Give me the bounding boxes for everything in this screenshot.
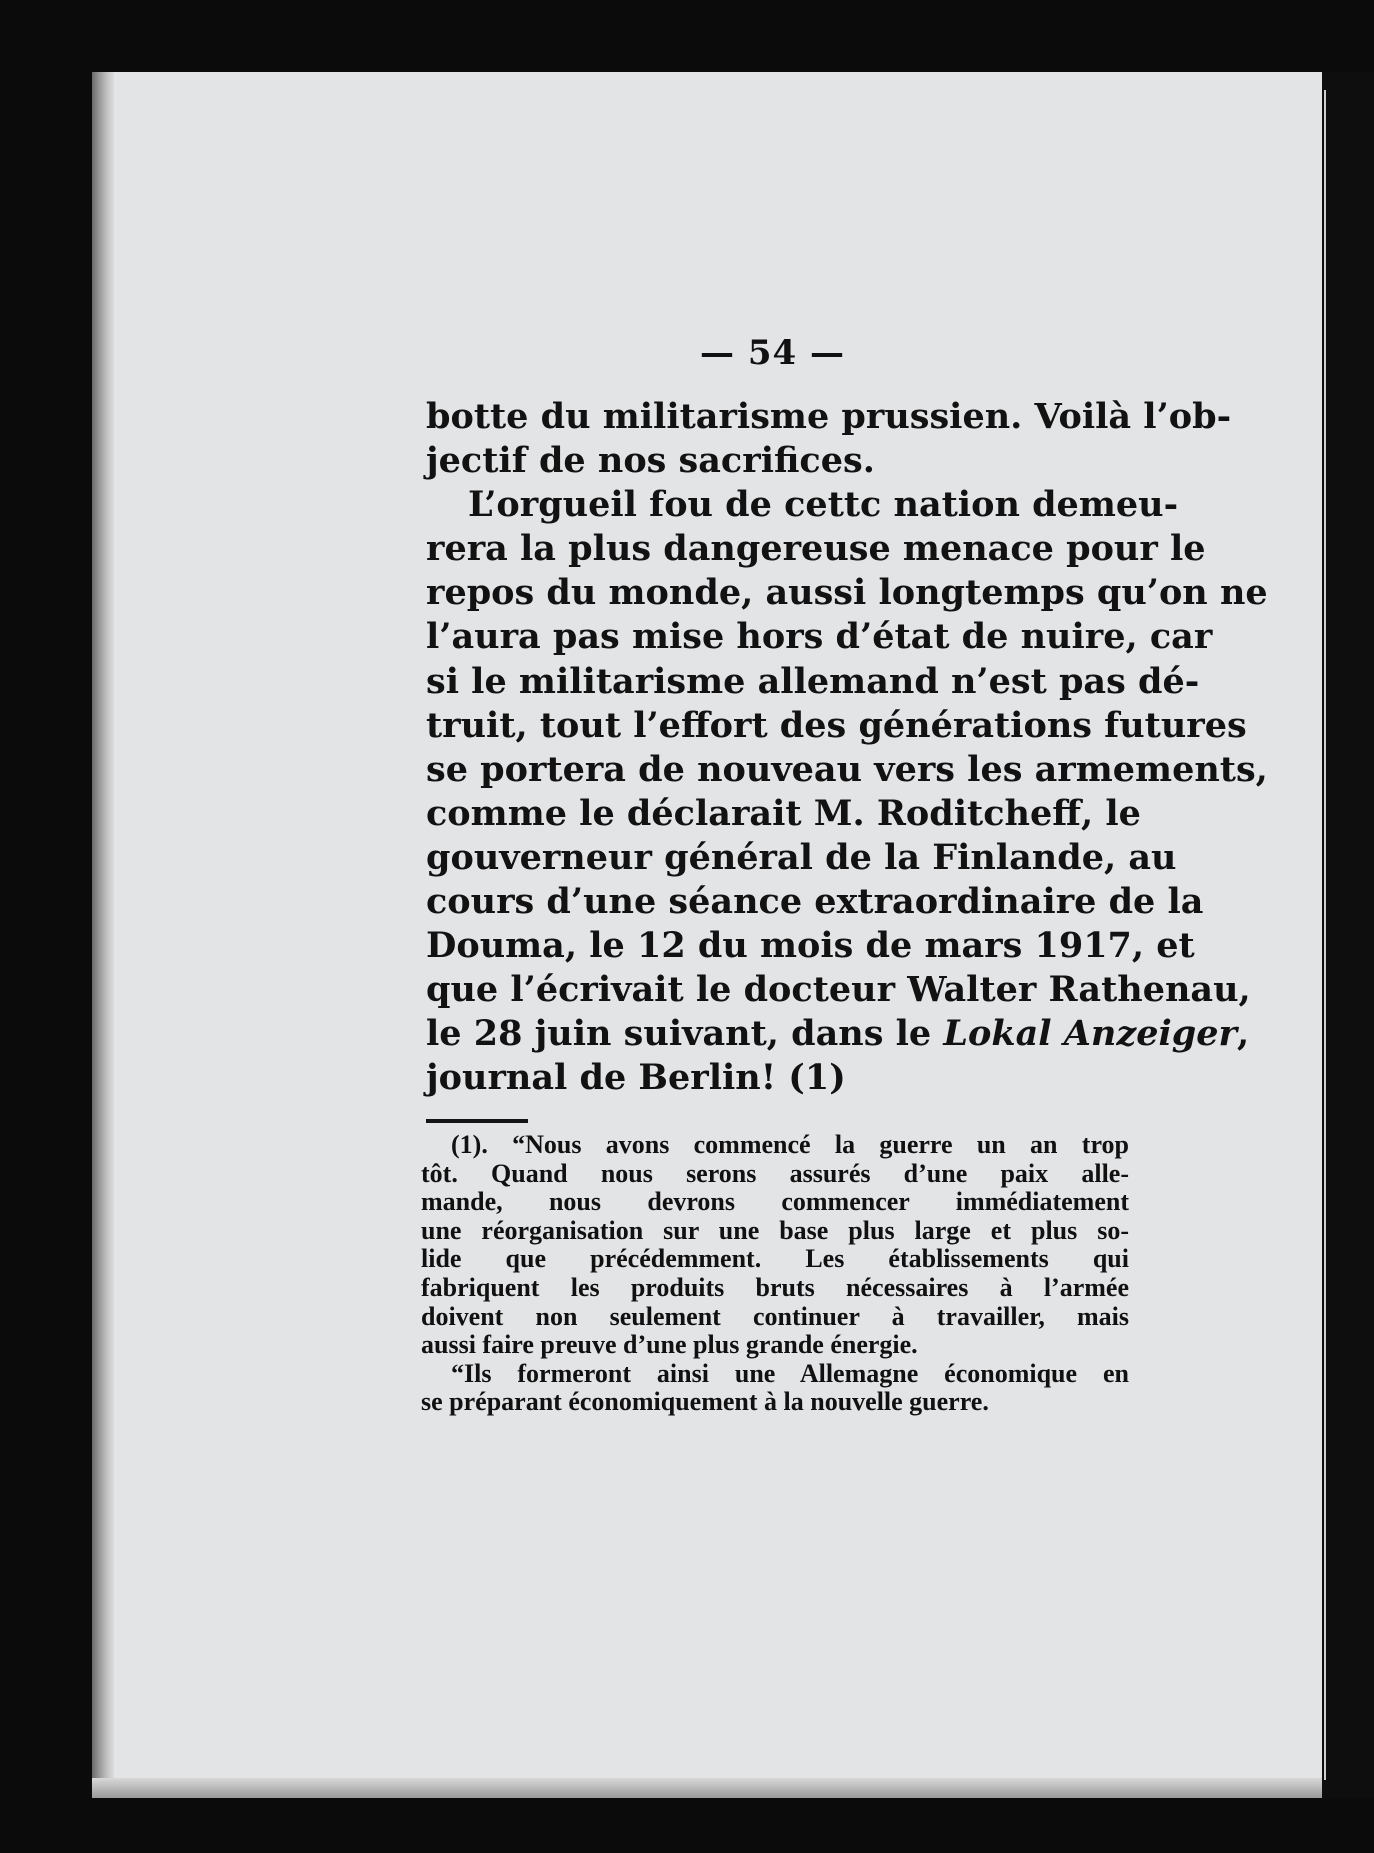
body-line: rera la plus dangereuse menace pour le [426, 528, 1206, 570]
page-binding-edge [92, 72, 114, 1798]
page-fore-edge [1322, 72, 1374, 1798]
body-line: jectif de nos sacrifices. [426, 440, 875, 482]
body-line: L’orgueil fou de cettc nation demeu- [468, 484, 1179, 526]
body-line: l’aura pas mise hors d’état de nuire, car [426, 616, 1213, 658]
body-paragraphs [426, 395, 1268, 1101]
body-line: se portera de nouveau vers les armements, [426, 748, 1268, 790]
footnote [421, 1131, 1129, 1417]
footnote-line: mande, nous devrons commencer immédiatement [421, 1187, 1129, 1217]
newspaper-title: Lokal Anzeiger [943, 1013, 1237, 1055]
footnote-line: “Ils formeront ainsi une Allemagne économique en [451, 1358, 1129, 1388]
body-line: botte du militarisme prussien. Voilà l’ob- [426, 396, 1232, 437]
body-line: truit, tout l’effort des générations futures [426, 704, 1247, 746]
body-line: journal de Berlin! (1) [426, 1057, 846, 1099]
body-line: cours d’une séance extraordinaire de la [426, 881, 1204, 923]
page-number: — 54 — [700, 333, 845, 373]
page-bottom-edge [92, 1778, 1322, 1798]
footnote-separator [426, 1119, 528, 1123]
footnote-line: lide que précédemment. Les établissements qui [421, 1244, 1129, 1274]
footnote-line: (1). “Nous avons commencé la guerre un an trop [451, 1130, 1129, 1159]
body-line: gouverneur général de la Finlande, au [426, 836, 1177, 878]
body-line: que l’écrivait le docteur Walter Rathenau, [426, 969, 1251, 1011]
body-text-run: , [1236, 1013, 1250, 1055]
footnote-line: fabriquent les produits bruts nécessaires à l’armée [421, 1272, 1129, 1302]
body-line: Douma, le 12 du mois de mars 1917, et [426, 925, 1195, 967]
footnote-line: se préparant économiquement à la nouvelle guerre. [421, 1387, 989, 1417]
body-line: comme le déclarait M. Roditcheff, le [426, 792, 1141, 834]
footnote-line: doivent non seulement continuer à travailler, mais [421, 1301, 1129, 1331]
body-text-run: le 28 juin suivant, dans le [426, 1013, 944, 1055]
footnote-line: aussi faire preuve d’une plus grande énergie. [421, 1330, 918, 1360]
footnote-line: tôt. Quand nous serons assurés d’une paix alle- [421, 1158, 1129, 1188]
body-line: si le militarisme allemand n’est pas dé- [426, 660, 1200, 702]
body-line: repos du monde, aussi longtemps qu’on ne [426, 572, 1268, 614]
page-edge-line [1324, 90, 1326, 1780]
footnote-line: une réorganisation sur une base plus large et plus so- [421, 1215, 1129, 1245]
body-line-with-title [426, 1012, 1250, 1056]
